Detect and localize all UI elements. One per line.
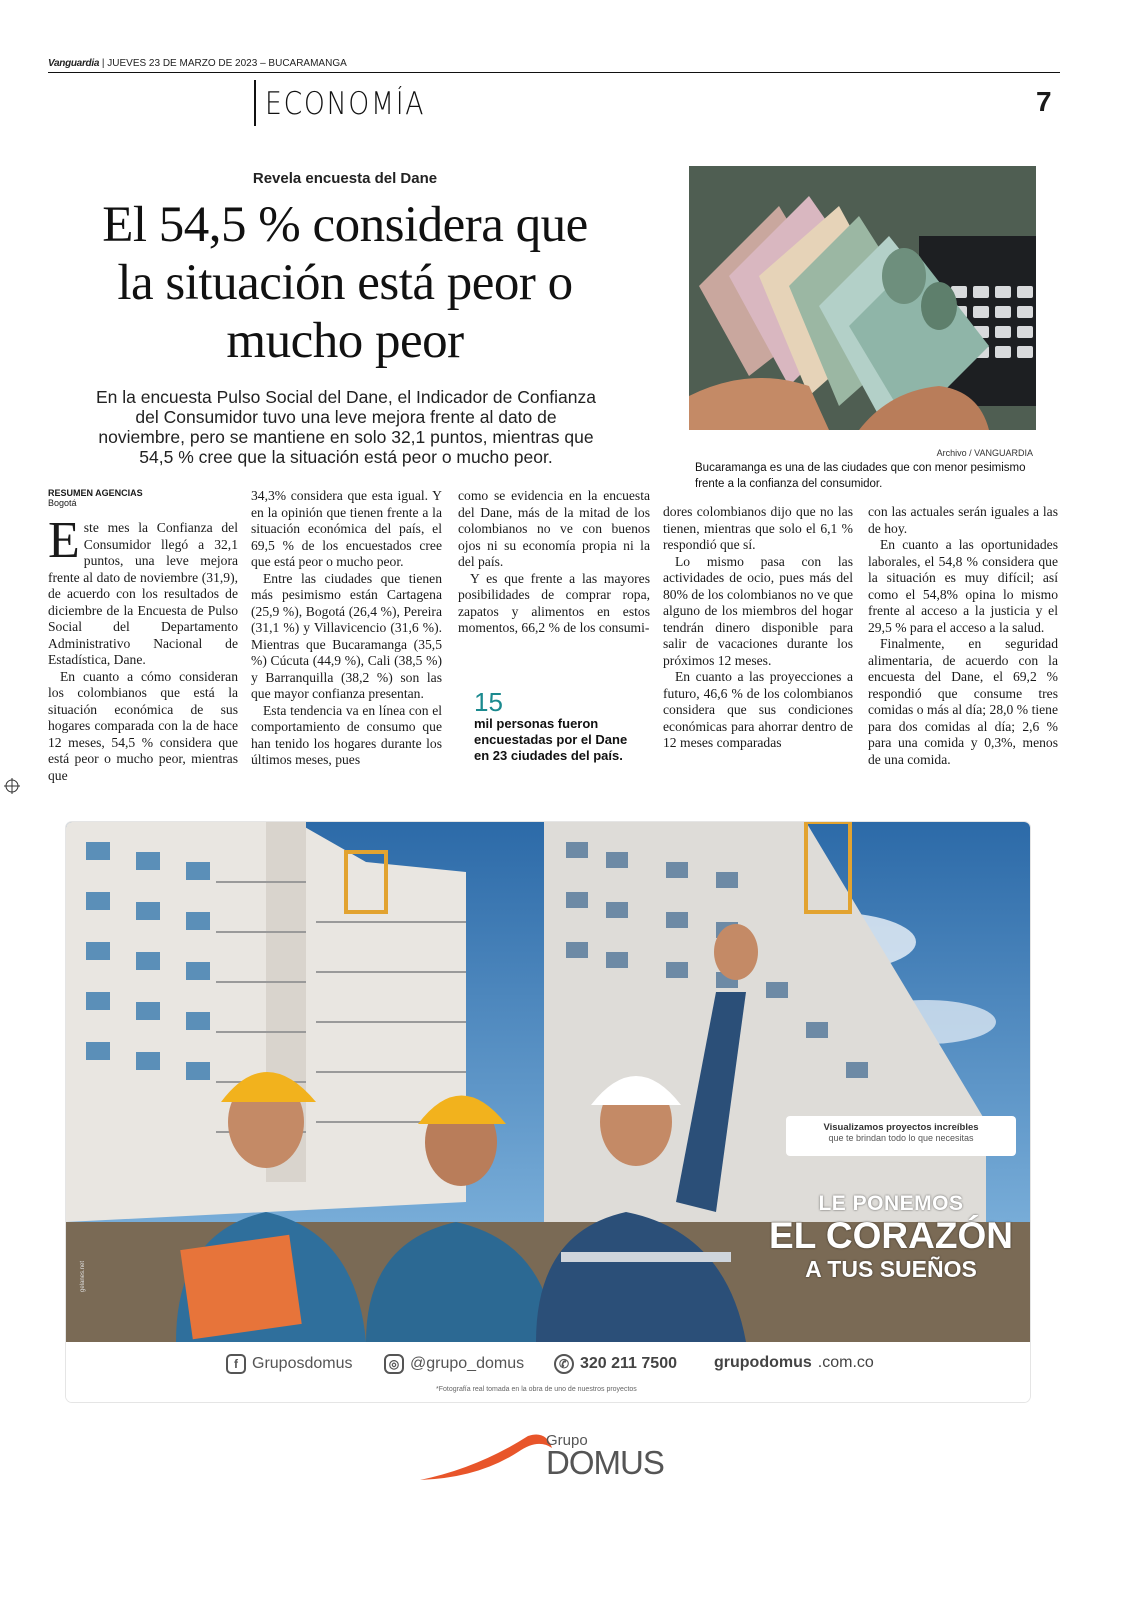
byline-city: Bogotá <box>48 498 77 508</box>
website-link[interactable]: grupodomus .com.co <box>714 1354 874 1371</box>
article-column-2 <box>251 488 442 769</box>
ad-photo-credit: gelanes.net <box>80 1260 86 1292</box>
article-kicker: Revela encuesta del Dane <box>252 170 438 187</box>
photo-caption: Bucaramanga es una de las ciudades que con menor pesimismo frente a la confianza del consumidor. <box>695 462 1026 490</box>
banknotes-image <box>689 166 1036 430</box>
paragraph: con las actuales serán iguales a las de hoy. <box>868 504 1058 536</box>
paragraph: Y es que frente a las mayores posibilidades de comprar ropa, zapatos y alimentos en estos momentos, 66,2 % de los consumi- <box>458 570 650 635</box>
page-number: 7 <box>1036 86 1052 117</box>
dateline: | JUEVES 23 DE MARZO DE 2023 – BUCARAMANGA <box>101 58 347 69</box>
ad-tagline-line2: que te brindan todo lo que necesitas <box>828 1133 974 1143</box>
paragraph: Esta tendencia va en línea con el comportamiento de consumo que han tenido los hogares durante los últimos meses, pues <box>251 702 442 767</box>
logo-domus: DOMUS <box>546 1444 664 1481</box>
article-lede: En la encuesta Pulso Social del Dane, el Indicador de Confianza del Consumidor tuvo una leve mejora frente al dato de noviembre, pero se mantiene en solo 32,1 puntos, mientras que 54,5 % cree que la situación está peor o mucho peor. <box>95 387 597 467</box>
factbox-text: mil personas fueron encuestadas por el Dane en 23 ciudades del país. <box>474 716 628 763</box>
section-title: ECONOMÍA <box>265 86 426 122</box>
swoosh-icon <box>418 1428 558 1488</box>
ad-contact-bar <box>66 1342 1030 1402</box>
ad-tagline-line1: Visualizamos proyectos increíbles <box>823 1122 979 1133</box>
paragraph: Entre las ciudades que tienen más pesimismo están Cartagena (25,9 %), Bogotá (26,4 %), Pereira (31,1 %) y Villavicencio (31,6 %). Mientras que Bucaramanga (35,5 %) Cúcuta (44,9 %), Cali (38,5 %) y Barranquilla (38,2 %) son las que mayor confianza presentan. <box>251 570 442 701</box>
byline: RESUMEN AGENCIAS <box>48 488 143 498</box>
instagram-icon: ◎ <box>384 1354 404 1374</box>
article-column-1 <box>48 488 238 784</box>
factbox-number: 15 <box>474 687 503 717</box>
paragraph: Este mes la Confianza del Consumidor llegó a 32,1 puntos, una leve mejora frente al dato de noviembre (31,9), de acuerdo con los resultados de diciembre de la Encuesta de Pulso Social del Departamento Administrativo Nacional de Estadística, Dane. <box>48 512 238 667</box>
ad-slogan-line3: A TUS SUEÑOS <box>805 1256 977 1282</box>
facebook-icon: f <box>226 1354 246 1374</box>
section-divider <box>254 80 256 126</box>
instagram-link[interactable]: ◎ @grupo_domus <box>384 1354 524 1374</box>
advertisement <box>66 822 1030 1402</box>
grupo-domus-logo <box>418 1428 688 1488</box>
masthead-rule <box>48 72 1060 73</box>
whatsapp-link[interactable]: ✆ 320 211 7500 <box>554 1354 677 1374</box>
paragraph: 34,3% considera que esta igual. Y en la opinión que tienen frente a la situación económica del país, el 69,5 % de los encuestados cree que está peor o mucho peor. <box>251 488 442 569</box>
paragraph: como se evidencia en la encuesta del Dane, más de la mitad de los colombianos no ve con buenos ojos ni su economía propia ni la del país. <box>458 488 650 569</box>
photo-credit: Archivo / VANGUARDIA <box>936 448 1033 458</box>
newspaper-brand: Vanguardia <box>48 58 100 69</box>
facebook-link[interactable]: f Gruposdomus <box>226 1354 353 1374</box>
ad-slogan <box>756 1192 1026 1283</box>
registration-mark-icon <box>4 778 20 794</box>
drop-cap: E <box>48 512 80 569</box>
paragraph: En cuanto a cómo consideran los colombianos que está la situación económica de sus hogares comparada con la de hace 12 meses, 54,5 % considera que está peor o mucho peor, mientras que <box>48 668 238 783</box>
ad-slogan-line2: EL CORAZÓN <box>769 1215 1013 1256</box>
whatsapp-icon: ✆ <box>554 1354 574 1374</box>
money-photo <box>689 166 1036 430</box>
article-column-5 <box>868 504 1058 768</box>
paragraph: dores colombianos dijo que no las tienen, mientras que solo el 6,1 % respondió que sí. <box>663 504 853 552</box>
paragraph: En cuanto a las proyecciones a futuro, 46,6 % de los colombianos considera que sus condiciones económicas para ahorrar dentro de 12 meses comparadas <box>663 669 853 750</box>
ad-footnote: *Fotografía real tomada en la obra de uno de nuestros proyectos <box>436 1386 637 1393</box>
article-headline: El 54,5 % considera que la situación está peor o mucho peor <box>102 197 588 369</box>
logo-grupo: Grupo <box>546 1432 588 1449</box>
article-column-4 <box>663 504 853 752</box>
paragraph: En cuanto a las oportunidades laborales, el 54,8 % considera que la situación es muy difícil; así como el 54,8% opina lo mismo frente al acceso a la justicia y el 29,5 % para el acceso a la salud. <box>868 537 1058 635</box>
article-column-3 <box>458 488 650 637</box>
ad-tagline-box <box>786 1116 1016 1156</box>
paragraph: Finalmente, en seguridad alimentaria, de acuerdo con la encuesta del Dane, el 69,2 % respondió que consume tres comidas o más al día; 28,0 % tiene para dos comidas al día; 2,6 % para una comida y 0,3%, menos de una comida. <box>868 636 1058 767</box>
masthead <box>48 58 1060 72</box>
ad-slogan-line1: LE PONEMOS <box>818 1192 964 1215</box>
paragraph: Lo mismo pasa con las actividades de ocio, pues más del 80% de los colombianos no ve que alguno de los miembros del hogar tendrán dinero disponible para salir de vacaciones durante los próximos 12 meses. <box>663 553 853 668</box>
factbox <box>474 688 644 764</box>
